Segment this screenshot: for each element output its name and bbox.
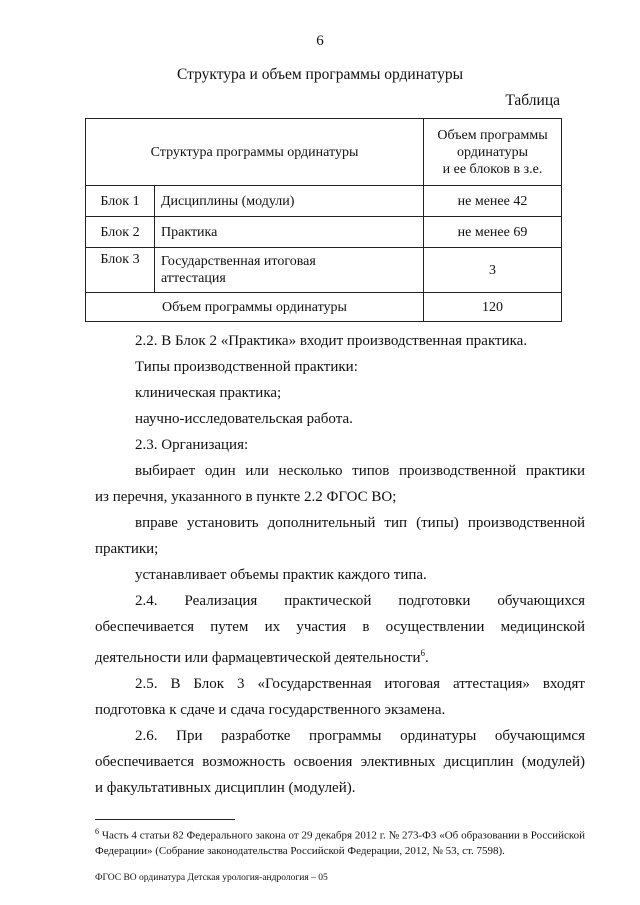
block-name-cell: Дисциплины (модули) [155,186,424,217]
paragraph-2-4-line-2: обеспечивается путем их участия в осуществлении медицинской [95,619,585,635]
footnote-text: Часть 4 статьи 82 Федерального закона от 29 декабря 2012 г. № 273-ФЗ «Об образовании в Российской Федерации» (Собрание законодательства Российской Федерации, 2012, № 53, ст. 7598). [95,829,586,857]
section-title: Структура и объем программы ординатуры [177,66,463,83]
table-header-row [86,119,562,186]
header-volume-line-3: и ее блоков в з.е. [442,161,543,177]
table-row [86,248,562,293]
block-cell: Блок 2 [86,217,155,248]
paragraph-2-6-line-1: 2.6. При разработке программы ординатуры обучающимся [135,728,585,744]
paragraph-clinical: клиническая практика; [135,385,282,401]
paragraph-selects-line-2: из перечня, указанного в пункте 2.2 ФГОС ВО; [95,489,397,505]
paragraph-2-3: 2.3. Организация: [135,437,249,453]
paragraph-2-4-line-1: 2.4. Реализация практической подготовки обучающихся [135,593,585,609]
block-name-cell: Практика [155,217,424,248]
header-volume-line-1: Объем программы [437,127,548,143]
paragraph-sets-volumes: устанавливает объемы практик каждого типа. [135,567,427,583]
paragraph-types: Типы производственной практики: [135,359,358,375]
paragraph-2-6-line-2: обеспечивается возможность освоения элективных дисциплин (модулей) [95,754,585,770]
paragraph-2-4-text: деятельности или фармацевтической деятельности [95,650,421,666]
page-footer: ФГОС ВО ординатура Детская урология-андрология – 05 [95,873,328,883]
paragraph-2-5-line-2: подготовка к сдаче и сдача государственного экзамена. [95,702,446,718]
paragraph-research: научно-исследовательская работа. [135,411,353,427]
table-row [86,217,562,248]
block-value-cell: не менее 42 [424,186,562,217]
footnote-ref[interactable]: 6 [420,648,425,658]
block-name-line-2: аттестация [161,271,226,286]
block-value-cell: не менее 69 [424,217,562,248]
body-text [95,328,585,801]
footnote-divider [95,819,235,820]
total-value-cell: 120 [424,293,562,322]
block-cell: Блок 1 [86,186,155,217]
block-cell: Блок 3 [86,248,155,293]
paragraph-2-4-line-3 [95,640,585,671]
paragraph-2-6-line-3: и факультативных дисциплин (модулей). [95,780,356,796]
paragraph-may-line-2: практики; [95,541,159,557]
paragraph-2-5-line-1: 2.5. В Блок 3 «Государственная итоговая аттестация» входят [135,676,585,692]
header-structure: Структура программы ординатуры [86,119,424,186]
footnote [95,824,585,859]
paragraph-2-2: 2.2. В Блок 2 «Практика» входит производственная практика. [135,333,528,349]
header-volume-line-2: ординатуры [456,144,529,160]
header-volume [424,119,562,186]
program-structure-table [85,118,562,322]
total-label-cell: Объем программы ординатуры [86,293,424,322]
page-number: 6 [316,33,324,49]
table-total-row [86,293,562,322]
paragraph-2-4-end: . [425,650,429,666]
footnote-mark: 6 [95,827,99,836]
table-row [86,186,562,217]
block-name-line-1: Государственная итоговая [161,254,316,269]
block-name-cell [155,248,424,293]
paragraph-may-line-1: вправе установить дополнительный тип (типы) производственной [135,515,585,531]
table-label: Таблица [505,92,560,109]
paragraph-selects-line-1: выбирает один или несколько типов производственной практики [135,463,585,479]
block-value-cell: 3 [424,248,562,293]
